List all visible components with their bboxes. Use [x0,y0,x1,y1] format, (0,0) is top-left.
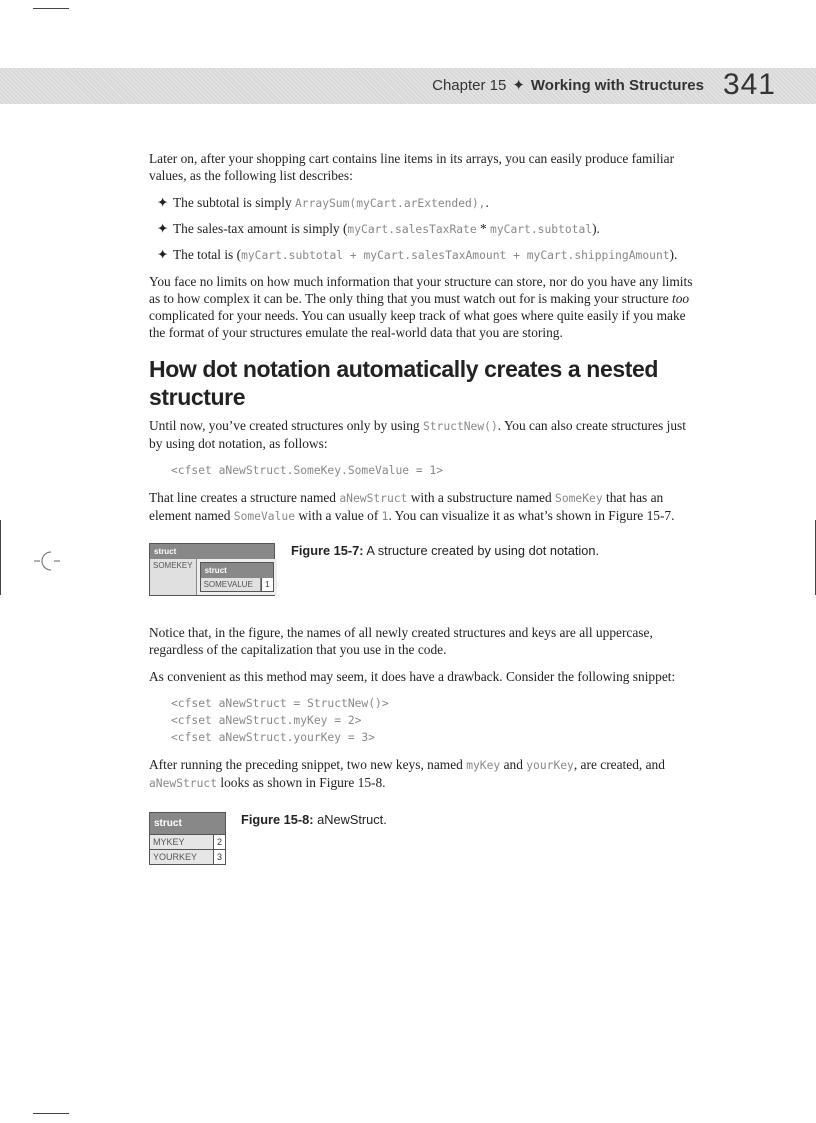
bullet-list [149,194,699,264]
paragraph-drawback: As convenient as this method may seem, it does have a drawback. Consider the following snippet: [149,669,676,684]
struct-value: 1 [261,578,272,591]
crop-mark-left [0,520,1,595]
struct-key: SOMEKEY [150,559,197,595]
figure-15-8 [149,812,699,865]
page-content [149,150,699,865]
inline-code: ArraySum(myCart.arExtended), [295,197,486,210]
figure-caption: Figure 15-8: aNewStruct. [241,812,387,827]
bullet-icon: ✦ [157,221,169,236]
paragraph-after-snippet: After running the preceding snippet, two new keys, named myKey and yourKey, are created, and aNewStruct looks as shown in Figure 15-8. [149,757,665,790]
figure-15-7 [149,543,699,596]
paragraph-uppercase: Notice that, in the figure, the names of all newly created structures and keys are all uppercase, regardless of the capitalization that you use in the code. [149,625,653,657]
bullet-icon: ✦ [157,195,169,210]
inline-code: StructNew() [422,420,498,433]
figure-caption: Figure 15-7: A structure created by using dot notation. [291,543,600,558]
paragraph-dot-notation: Until now, you’ve created structures only by using StructNew(). You can also create structures just by using dot notation, as follows: [149,418,686,451]
chapter-label: Chapter 15 [432,77,507,94]
chapter-title: Working with Structures [530,77,704,94]
header-bullet-icon: ✦ [512,77,525,94]
code-block-1: <cfset aNewStruct.SomeKey.SomeValue = 1> [171,464,444,477]
list-item: ✦ The subtotal is simply ArraySum(myCart.arExtended),. [157,195,489,210]
crop-mark-top-left [33,8,69,9]
struct-value: 3 [213,850,225,864]
struct-key: YOURKEY [150,850,213,864]
inline-code: myCart.subtotal [490,223,593,236]
struct-key: MYKEY [150,835,213,849]
list-item: ✦ The sales-tax amount is simply (myCart.salesTaxRate * myCart.subtotal). [157,221,600,236]
running-head [432,76,704,94]
list-item: ✦ The total is (myCart.subtotal + myCart.salesTaxAmount + myCart.shippingAmount). [157,247,678,262]
page-number: 341 [722,68,776,101]
inline-code: myCart.subtotal + myCart.salesTaxAmount + myCart.shippingAmount [241,249,670,262]
struct-value: 2 [213,835,225,849]
registration-mark [34,548,60,574]
struct-dump-inner [200,562,274,592]
crop-mark-bottom-left [33,1113,69,1114]
code-block-2: <cfset aNewStruct = StructNew()> <cfset aNewStruct.myKey = 2> <cfset aNewStruct.yourKey = 3> [171,697,389,744]
struct-key: SOMEVALUE [201,578,262,591]
struct-header: struct [201,563,273,578]
struct-header: struct [150,544,274,559]
paragraph-limits: You face no limits on how much information that your structure can store, nor do you have any limits as to how complex it can be. The only thing that you must watch out for is making your structure too complicated for your needs. You can usually keep track of what goes where quite easily if you make the format of your structures emulate the real-world data that you are storing. [149,274,693,340]
bullet-icon: ✦ [157,247,169,262]
inline-code: myCart.salesTaxRate [347,223,477,236]
struct-dump [149,812,226,865]
struct-value-cell [197,559,277,595]
struct-dump-outer [149,543,275,596]
paragraph-intro: Later on, after your shopping cart contains line items in its arrays, you can easily produce familiar values, as the following list describes: [149,151,675,183]
struct-header: struct [150,813,225,834]
paragraph-explain: That line creates a structure named aNewStruct with a substructure named SomeKey that has an element named SomeValue with a value of 1. You can visualize it as what’s shown in Figure 15-7. [149,490,675,523]
section-heading: How dot notation automatically creates a nested structure [149,356,659,410]
